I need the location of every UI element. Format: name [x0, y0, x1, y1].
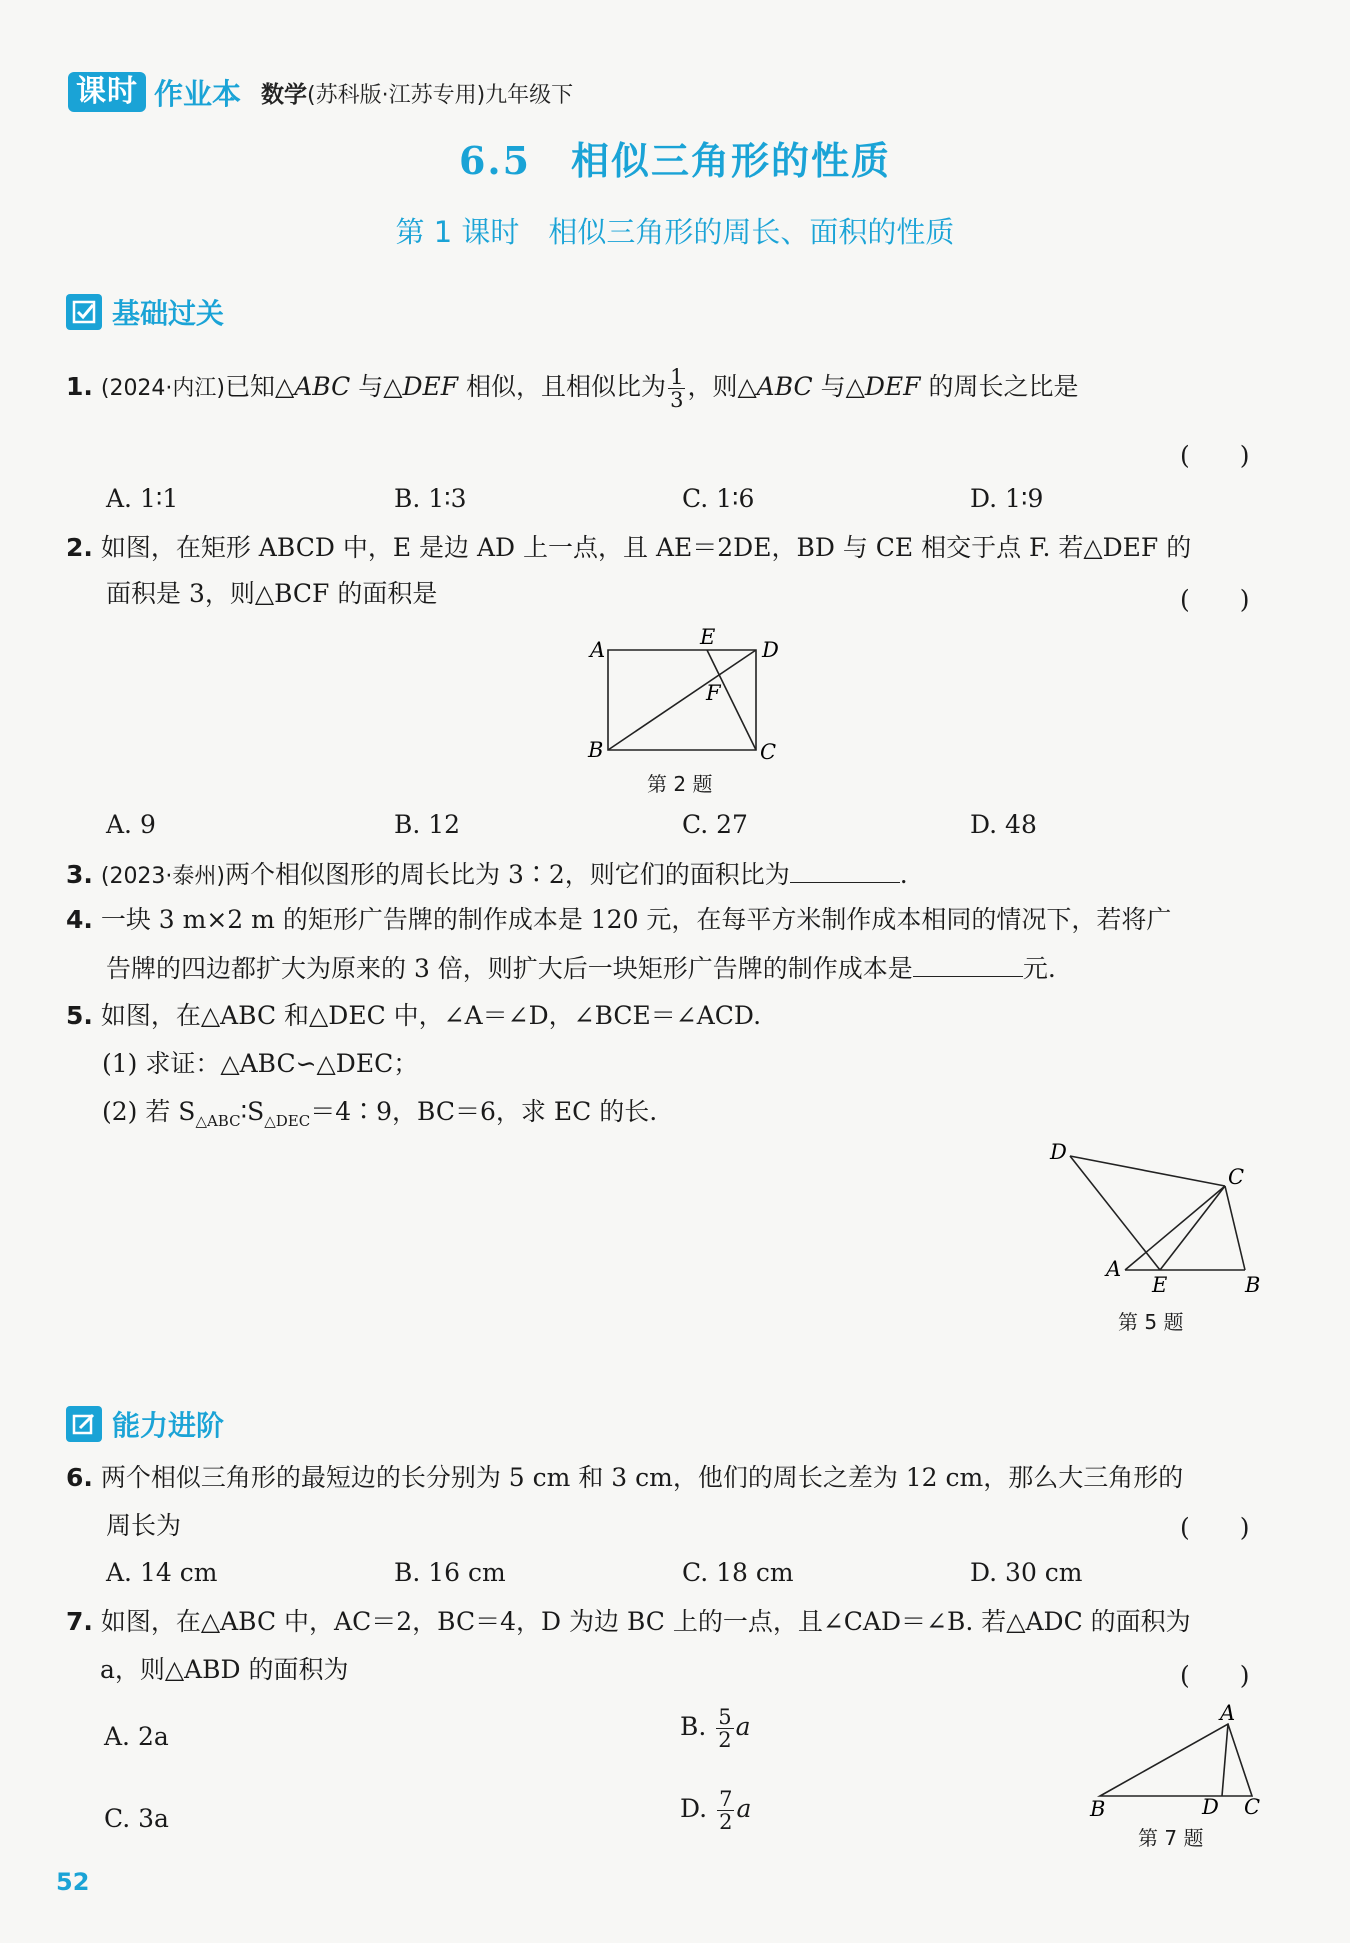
label-d: D: [1050, 1140, 1067, 1164]
option-c: C. 27: [682, 810, 748, 839]
figure-q2-rectangle: [580, 618, 800, 768]
label-b: B: [1245, 1273, 1261, 1297]
book-subtitle: 数学(苏科版·江苏专用)九年级下: [261, 81, 574, 108]
section-header-basic: [66, 292, 224, 332]
figure-q5-triangles: [1040, 1138, 1280, 1298]
answer-blank[interactable]: [913, 950, 1023, 977]
question-6-line2: 周长为: [106, 1511, 182, 1540]
option-a: A. 1∶1: [106, 484, 179, 513]
question-5-part1: (1) 求证：△ABC∽△DEC；: [102, 1049, 419, 1078]
label-c: C: [760, 740, 777, 764]
answer-paren: ( ): [1180, 1513, 1250, 1542]
section-label: 基础过关: [112, 297, 225, 330]
page-number: 52: [56, 1868, 90, 1896]
answer-paren: ( ): [1180, 441, 1250, 470]
figure-caption: 第 2 题: [647, 772, 713, 796]
option-b: B. 16 cm: [394, 1558, 506, 1587]
option-b: B. $\frac{5}{2}$ a: [680, 1705, 751, 1752]
option-b: B. 1∶3: [394, 484, 467, 513]
label-c: C: [1244, 1795, 1261, 1819]
label-e: E: [700, 625, 716, 649]
option-c: C. 18 cm: [682, 1558, 794, 1587]
question-3: 3. (2023·泰州)两个相似图形的周长比为 3∶2，则它们的面积比为 .: [66, 856, 908, 895]
option-c: C. 3a: [104, 1804, 169, 1833]
label-f: F: [706, 681, 721, 705]
label-b: B: [1090, 1797, 1106, 1820]
section-label: 能力进阶: [112, 1409, 225, 1442]
question-7-line2: a，则△ABD 的面积为: [100, 1655, 349, 1684]
option-a: A. 9: [106, 810, 156, 839]
question-1: 1. (2024·内江)已知△ABC 与△DEF 相似，且相似比为 $\frac{1}{3}$ ，则△ABC 与△DEF 的周长之比是: [66, 365, 1079, 412]
section-header-advanced: [66, 1404, 224, 1444]
answer-blank[interactable]: [790, 856, 900, 883]
label-a: A: [1106, 1257, 1122, 1281]
label-d: D: [1202, 1795, 1219, 1819]
header-brand: [68, 72, 573, 112]
figure-caption: 第 7 题: [1138, 1826, 1204, 1850]
question-5: 5. 如图，在△ABC 和△DEC 中，∠A＝∠D，∠BCE＝∠ACD.: [66, 1001, 762, 1030]
figure-caption: 第 5 题: [1118, 1310, 1184, 1334]
label-d: D: [762, 638, 779, 662]
option-d: D. 48: [970, 810, 1037, 839]
option-b: B. 12: [394, 810, 461, 839]
option-d: D. 1∶9: [970, 484, 1044, 513]
figure-q7-triangle: [1080, 1700, 1280, 1820]
brand-logo: 课时: [68, 72, 146, 112]
label-a: A: [590, 638, 606, 662]
question-5-part2: (2) 若 $S_{\triangle ABC}∶S_{\triangle DEC}=4∶9$，BC＝6，求 EC 的长.: [102, 1097, 658, 1130]
label-c: C: [1228, 1165, 1245, 1189]
question-4-line2: 告牌的四边都扩大为原来的 3 倍，则扩大后一块矩形广告牌的制作成本是 元.: [106, 950, 1056, 987]
label-a: A: [1220, 1701, 1236, 1725]
pencil-icon: [66, 1406, 102, 1442]
question-7: 7. 如图，在△ABC 中，AC＝2，BC＝4，D 为边 BC 上的一点，且∠CAD＝∠B. 若△ADC 的面积为: [66, 1607, 1191, 1636]
brand-name: 作业本: [154, 76, 242, 111]
question-6: 6. 两个相似三角形的最短边的长分别为 5 cm 和 3 cm，他们的周长之差为 12 cm，那么大三角形的: [66, 1463, 1184, 1492]
question-2: 2. 如图，在矩形 ABCD 中，E 是边 AD 上一点，且 AE＝2DE，BD 与 CE 相交于点 F. 若△DEF 的: [66, 533, 1192, 562]
fraction: $\frac{1}{3}$: [670, 365, 684, 412]
question-4: 4. 一块 3 m×2 m 的矩形广告牌的制作成本是 120 元，在每平方米制作成本相同的情况下，若将广: [66, 905, 1172, 934]
label-e: E: [1152, 1273, 1168, 1297]
answer-paren: ( ): [1180, 585, 1250, 614]
label-b: B: [588, 738, 604, 762]
section-title: 6.5 相似三角形的性质: [458, 138, 892, 183]
option-c: C. 1∶6: [682, 484, 755, 513]
option-d: D. 30 cm: [970, 1558, 1083, 1587]
option-a: A. 14 cm: [106, 1558, 218, 1587]
question-2-line2: 面积是 3，则△BCF 的面积是: [106, 579, 438, 608]
lesson-title: 第 1 课时 相似三角形的周长、面积的性质: [395, 215, 955, 249]
checkbox-icon: [66, 294, 102, 330]
option-a: A. 2a: [104, 1722, 169, 1751]
option-d: D. $\frac{7}{2}$ a: [680, 1787, 752, 1834]
answer-paren: ( ): [1180, 1661, 1250, 1690]
